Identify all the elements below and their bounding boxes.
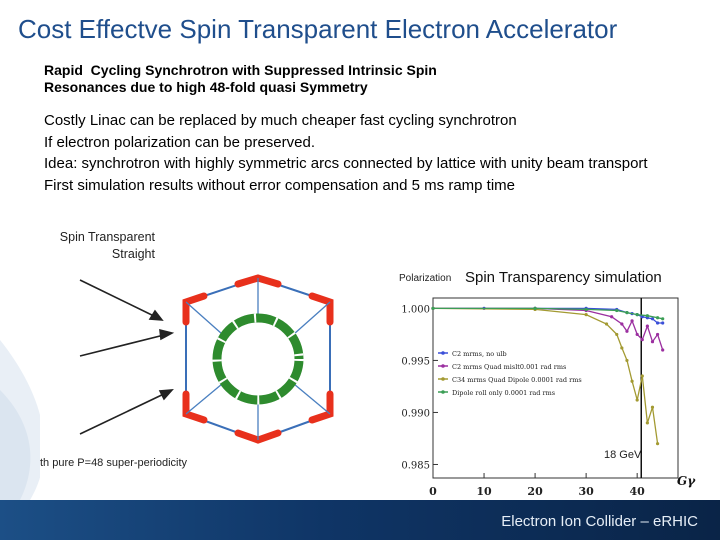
data-point: [641, 338, 644, 341]
data-point: [585, 313, 588, 316]
data-point: [625, 330, 628, 333]
x-tick-label: 10: [476, 485, 492, 498]
plot-x-label: Gγ: [677, 474, 696, 488]
body-text: [44, 110, 704, 196]
data-point: [646, 324, 649, 327]
data-point: [610, 315, 613, 318]
plot-canvas: [393, 266, 705, 506]
data-point: [533, 307, 536, 310]
data-point: [585, 308, 588, 311]
data-point: [661, 348, 664, 351]
periodicity-label: th pure P=48 super-periodicity: [40, 457, 188, 469]
body-line: First simulation results without error compensation and 5 ms ramp time: [44, 176, 516, 194]
legend-label: C2 mrms Quad mislt0.001 rad rms: [452, 363, 567, 371]
data-point: [641, 374, 644, 377]
x-tick-label: 30: [578, 485, 594, 498]
legend-marker: [441, 351, 445, 355]
legend-marker: [441, 377, 445, 381]
legend-label: C2 mrms, no ulb: [452, 350, 507, 358]
straight-label-line-1: Spin Transparent: [59, 230, 155, 244]
data-point: [620, 322, 623, 325]
body-line: Idea: synchrotron with highly symmetric arcs connected by lattice with unity beam transport: [44, 155, 648, 172]
y-tick-label: 1.000: [401, 304, 430, 316]
simulation-plot: [393, 266, 705, 506]
data-point: [661, 317, 664, 320]
y-tick-label: 0.990: [401, 408, 430, 420]
data-point: [636, 398, 639, 401]
data-point: [605, 322, 608, 325]
legend-marker: [441, 364, 445, 368]
data-point: [651, 406, 654, 409]
data-point: [625, 359, 628, 362]
data-point: [636, 313, 639, 316]
body-line: If electron polarization can be preserved.: [44, 133, 315, 151]
data-point: [651, 317, 654, 320]
body-line: Costly Linac can be replaced by much cheaper fast cycling synchrotron: [44, 112, 517, 129]
data-point: [661, 321, 664, 324]
x-tick-label: 0: [429, 485, 437, 498]
data-point: [656, 442, 659, 445]
legend-label: C34 mrms Quad Dipole 0.0001 rad rms: [452, 376, 582, 384]
slide-subtitle: [44, 62, 604, 96]
energy-marker-label: 18 GeV: [604, 449, 642, 461]
footer-text: Electron Ion Collider – eRHIC: [501, 513, 698, 530]
data-point: [630, 319, 633, 322]
data-point: [615, 309, 618, 312]
lattice-diagram: [40, 266, 370, 506]
data-point: [615, 333, 618, 336]
subtitle-line-2: Resonances due to high 48-fold quasi Symmetry: [44, 79, 368, 95]
straight-label-line-2: Straight: [111, 247, 155, 261]
plot-y-label: Polarization: [399, 273, 452, 284]
data-point: [625, 311, 628, 314]
x-tick-label: 20: [527, 485, 543, 498]
subtitle-line-1: Rapid Cycling Synchrotron with Suppressed Intrinsic Spin: [44, 62, 437, 78]
plot-title: Spin Transparency simulation: [465, 269, 662, 286]
data-point: [630, 380, 633, 383]
data-point: [646, 421, 649, 424]
x-tick-label: 40: [629, 485, 645, 498]
slide-title: Cost Effectve Spin Transparent Electron Accelerator: [18, 14, 618, 44]
footer-bar: [0, 500, 720, 540]
data-point: [656, 316, 659, 319]
legend-marker: [441, 390, 445, 394]
data-point: [656, 321, 659, 324]
y-tick-label: 0.995: [401, 356, 430, 368]
data-point: [636, 333, 639, 336]
y-tick-label: 0.985: [401, 460, 430, 472]
data-point: [620, 346, 623, 349]
data-point: [646, 314, 649, 317]
straight-label: [40, 229, 155, 263]
legend-label: Dipole roll only 0.0001 rad rms: [452, 389, 556, 397]
data-point: [651, 340, 654, 343]
data-point: [656, 333, 659, 336]
data-point: [431, 307, 434, 310]
